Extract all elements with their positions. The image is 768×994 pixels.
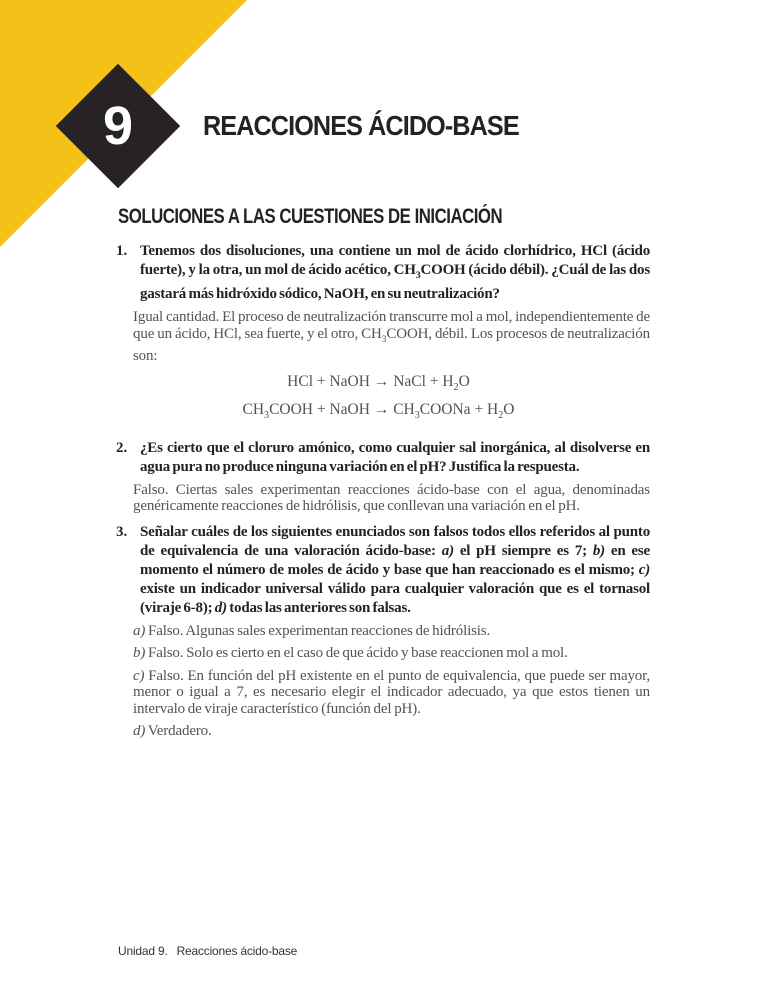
question-row xyxy=(116,523,650,618)
question-block-1 xyxy=(116,242,650,427)
question-row xyxy=(116,242,650,304)
equations-block xyxy=(133,371,624,427)
answer-item-b: b) Falso. Solo es cierto en el caso de que ácido y base reaccionen mol a mol. xyxy=(133,645,568,662)
equation-line: $CH_3COOH$ + NaOH → $CH_3COONa + H_2O$ xyxy=(242,400,515,421)
question-block-2 xyxy=(116,439,650,515)
equation-line: HCl + NaOH → NaCl + $H_2O$ xyxy=(287,372,470,393)
answer-item-c: c) Falso. En función del pH existente en el punto de equivalencia, que puede ser mayor, menor o igual a 7, es necesario elegir el indicador adecuado, ya que estos tienen un intervalo de viraje característico (función del pH). xyxy=(133,667,650,717)
content-column xyxy=(116,205,650,746)
answer-item-d: d) Verdadero. xyxy=(133,723,212,740)
question-block-3 xyxy=(116,523,650,740)
footer-unit-label: Unidad 9. xyxy=(118,944,168,958)
answer-text: Falso. Ciertas sales experimentan reacciones ácido-base con el agua, denominadas genéricamente reacciones de hidrólisis, que conllevan una variación en el pH. xyxy=(133,481,650,515)
question-text: Señalar cuáles de los siguientes enunciados son falsos todos ellos referidos al punto de equivalencia de una valoración ácido-base: a) el pH siempre es 7; b) en ese momento el número de moles de ácido y base que han reaccionado es el mismo; c) existe un indicador universal válido para cualquier valoración que es el tornasol (viraje 6-8); d) todas las anteriores son falsas. xyxy=(140,523,650,616)
section-heading: SOLUCIONES A LAS CUESTIONES DE INICIACIÓN xyxy=(118,205,503,228)
chapter-title: REACCIONES ÁCIDO-BASE xyxy=(203,110,519,141)
question-row xyxy=(116,439,650,477)
chapter-number: 9 xyxy=(102,95,134,156)
question-number: 1. xyxy=(116,243,128,259)
footer-unit-title: Reacciones ácido-base xyxy=(176,944,298,958)
question-text: ¿Es cierto que el cloruro amónico, como cualquier sal inorgánica, al disolverse en agua pura no produce ninguna variación en el pH? Justifica la respuesta. xyxy=(140,439,650,475)
question-text: Tenemos dos disoluciones, una contiene un mol de ácido clorhídrico, HCl (ácido fuerte), y la otra, un mol de ácido acético, $CH_3COOH$ (ácido débil). ¿Cuál de las dos gastará más hidróxido sódico, NaOH, en su neutralización? xyxy=(140,243,650,302)
question-number: 3. xyxy=(116,523,128,540)
answer-text: Igual cantidad. El proceso de neutralización transcurre mol a mol, independientemente de que un ácido, HCl, sea fuerte, y el otro, $CH_3COOH$, débil. Los procesos de neutralización son: xyxy=(133,309,650,364)
answer-item-a: a) Falso. Algunas sales experimentan reacciones de hidrólisis. xyxy=(133,622,491,639)
question-number: 2. xyxy=(116,439,128,456)
page-footer xyxy=(118,944,297,958)
